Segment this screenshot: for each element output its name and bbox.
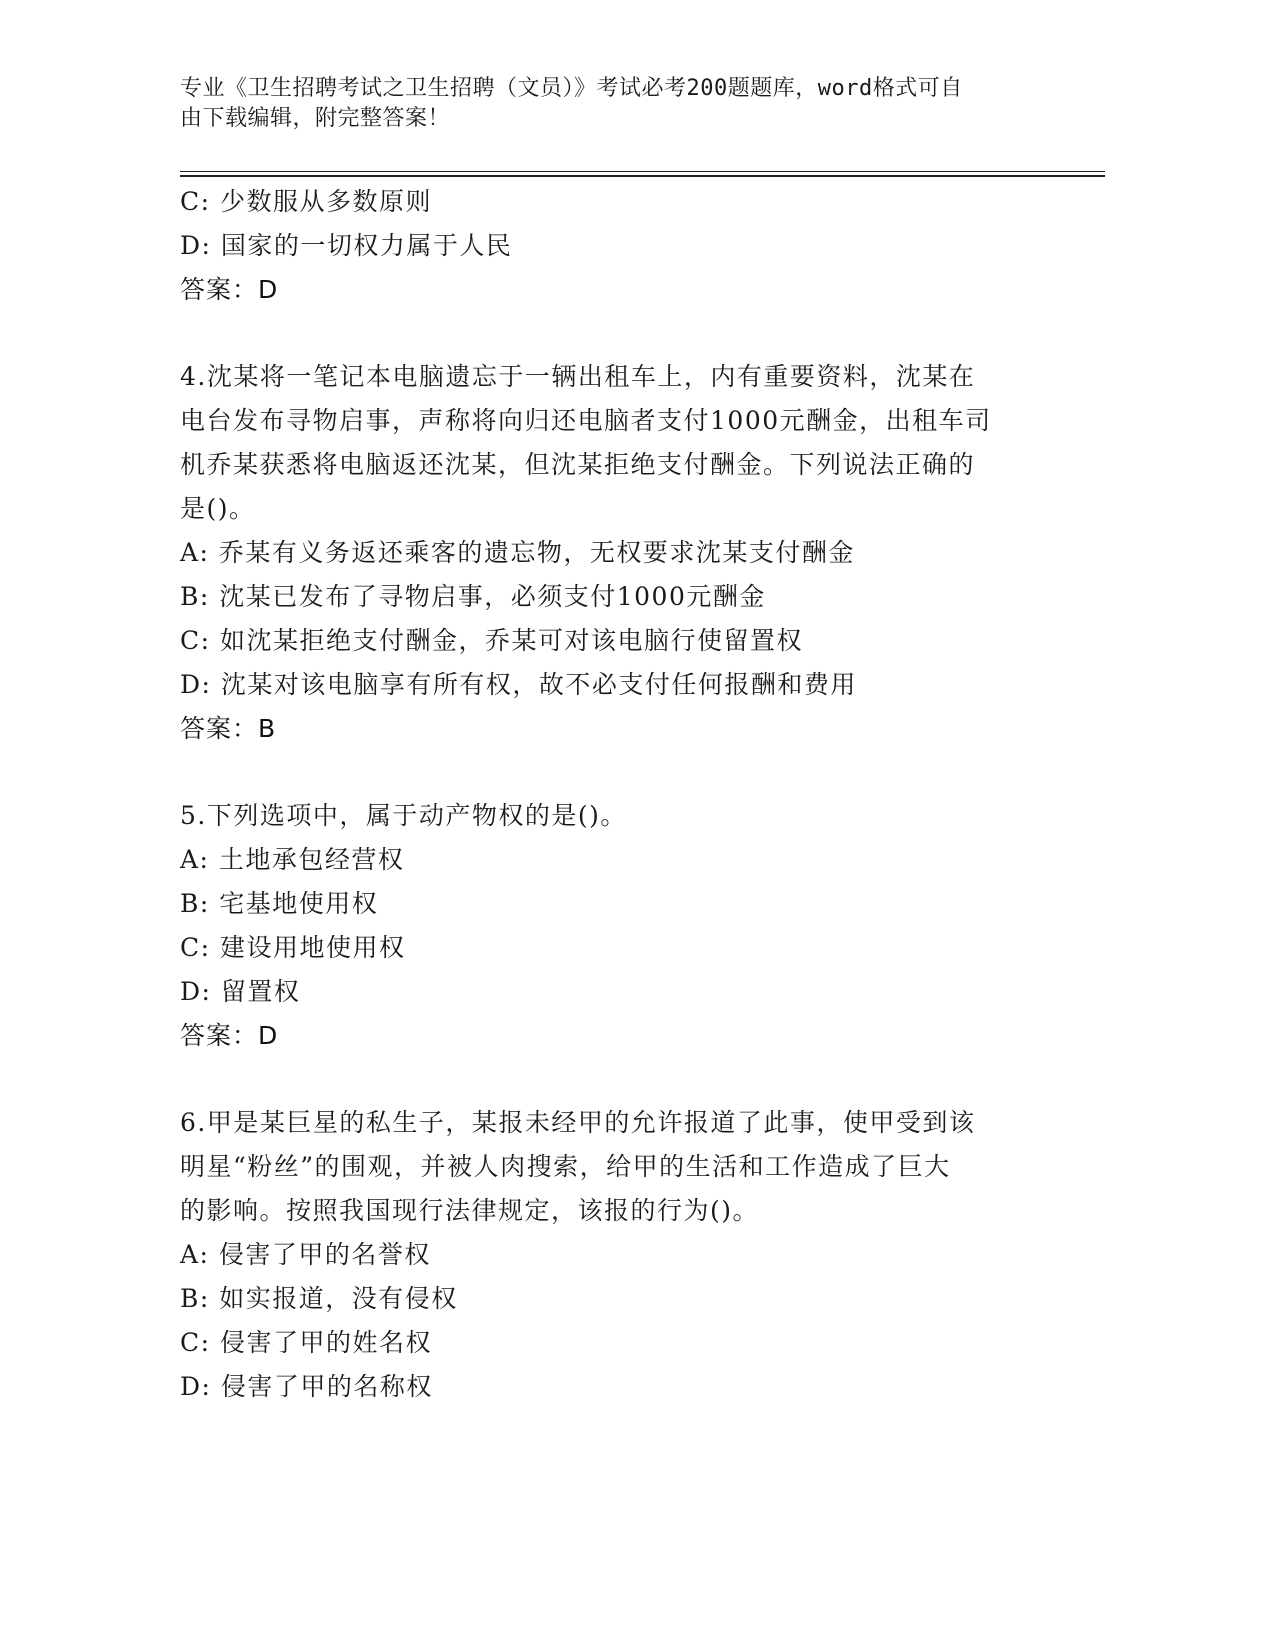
q4-answer: 答案：B	[180, 714, 277, 743]
q4-option-d: D: 沈某对该电脑享有所有权，故不必支付任何报酬和费用	[180, 670, 857, 699]
q3-option-d: D: 国家的一切权力属于人民	[180, 231, 513, 260]
question-5	[180, 794, 1060, 1058]
q6-option-c: C: 侵害了甲的姓名权	[180, 1328, 432, 1357]
q4-stem-line-3: 机乔某获悉将电脑返还沈某，但沈某拒绝支付酬金。下列说法正确的	[180, 450, 976, 479]
q6-option-d: D: 侵害了甲的名称权	[180, 1372, 433, 1401]
q5-stem-line-1: 5.下列选项中，属于动产物权的是()。	[180, 801, 627, 830]
q5-option-c: C: 建设用地使用权	[180, 933, 406, 962]
document-header	[180, 74, 1060, 134]
spacer	[180, 751, 1060, 794]
header-divider-thin	[180, 171, 1105, 172]
q4-option-b: B: 沈某已发布了寻物启事，必须支付1000元酬金	[180, 582, 766, 611]
q5-answer: 答案：D	[180, 1021, 279, 1050]
q3-answer: 答案：D	[180, 275, 279, 304]
q6-option-a: A: 侵害了甲的名誉权	[180, 1240, 431, 1269]
header-line-1: 专业《卫生招聘考试之卫生招聘（文员）》考试必考200题题库，word格式可自	[180, 76, 963, 101]
spacer	[180, 312, 1060, 355]
q4-stem-line-1: 4.沈某将一笔记本电脑遗忘于一辆出租车上，内有重要资料，沈某在	[180, 362, 976, 391]
question-3	[180, 180, 1060, 312]
header-line-2: 由下载编辑，附完整答案！	[180, 106, 451, 131]
header-divider-thick	[180, 175, 1105, 177]
spacer	[180, 1058, 1060, 1101]
q4-stem-line-2: 电台发布寻物启事，声称将向归还电脑者支付1000元酬金，出租车司	[180, 406, 992, 435]
q4-option-a: A: 乔某有义务返还乘客的遗忘物，无权要求沈某支付酬金	[180, 538, 855, 567]
question-6	[180, 1101, 1060, 1409]
q6-stem-line-2: 明星“粉丝”的围观，并被人肉搜索，给甲的生活和工作造成了巨大	[180, 1152, 951, 1181]
question-list	[180, 180, 1060, 1409]
q5-option-a: A: 土地承包经营权	[180, 845, 405, 874]
question-4	[180, 355, 1060, 751]
q5-option-d: D: 留置权	[180, 977, 301, 1006]
q6-option-b: B: 如实报道，没有侵权	[180, 1284, 458, 1313]
q5-option-b: B: 宅基地使用权	[180, 889, 379, 918]
q6-stem-line-3: 的影响。按照我国现行法律规定，该报的行为()。	[180, 1196, 760, 1225]
q3-option-c: C: 少数服从多数原则	[180, 187, 432, 216]
q4-stem-line-4: 是()。	[180, 494, 256, 523]
q6-stem-line-1: 6.甲是某巨星的私生子，某报未经甲的允许报道了此事，使甲受到该	[180, 1108, 976, 1137]
q4-option-c: C: 如沈某拒绝支付酬金，乔某可对该电脑行使留置权	[180, 626, 804, 655]
